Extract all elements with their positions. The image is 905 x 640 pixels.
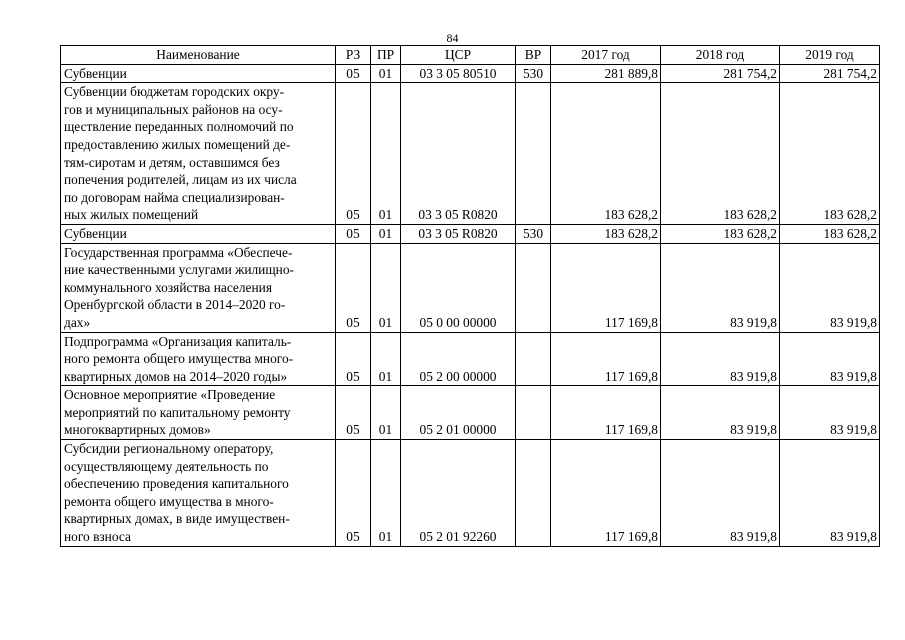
row-2017: 117 169,8 <box>551 332 661 386</box>
row-2018: 183 628,2 <box>661 83 780 225</box>
row-name-line: ного ремонта общего имущества много- <box>64 351 294 367</box>
row-vr: 530 <box>516 224 551 243</box>
row-2019: 83 919,8 <box>780 243 880 332</box>
row-2018: 83 919,8 <box>661 386 780 440</box>
row-csr: 05 2 01 00000 <box>401 386 516 440</box>
row-name-line: многоквартирных домов» <box>64 422 211 438</box>
table-row <box>61 332 880 386</box>
table-row <box>61 224 880 243</box>
row-rz: 05 <box>336 332 371 386</box>
row-csr: 03 3 05 R0820 <box>401 224 516 243</box>
row-2017: 183 628,2 <box>551 224 661 243</box>
row-name <box>61 64 336 83</box>
row-pr: 01 <box>371 386 401 440</box>
header-name: Наименование <box>61 46 336 65</box>
table-row <box>61 386 880 440</box>
row-name <box>61 243 336 332</box>
row-pr: 01 <box>371 243 401 332</box>
row-vr <box>516 83 551 225</box>
header-rz: РЗ <box>336 46 371 65</box>
row-vr <box>516 440 551 547</box>
row-name-line: Подпрограмма «Организация капиталь- <box>64 333 292 349</box>
row-name-line: по договорам найма специализирован- <box>64 189 285 205</box>
row-rz: 05 <box>336 224 371 243</box>
row-name-line: тям-сиротам и детям, оставшимся без <box>64 154 280 170</box>
row-2018: 83 919,8 <box>661 440 780 547</box>
row-csr: 03 3 05 80510 <box>401 64 516 83</box>
row-csr: 03 3 05 R0820 <box>401 83 516 225</box>
row-name-line: ние качественными услугами жилищно- <box>64 262 294 278</box>
row-name-line: предоставлению жилых помещений де- <box>64 136 291 152</box>
row-name-line: коммунального хозяйства населения <box>64 279 272 295</box>
row-2019: 83 919,8 <box>780 332 880 386</box>
table-row <box>61 83 880 225</box>
row-name-line: ремонта общего имущества в много- <box>64 493 274 509</box>
row-name <box>61 83 336 225</box>
row-name <box>61 386 336 440</box>
row-name <box>61 224 336 243</box>
row-name-line: ных жилых помещений <box>64 207 199 223</box>
row-rz: 05 <box>336 83 371 225</box>
row-2019: 183 628,2 <box>780 83 880 225</box>
row-name <box>61 332 336 386</box>
row-rz: 05 <box>336 243 371 332</box>
row-name-line: обеспечению проведения капитального <box>64 476 289 492</box>
table-row <box>61 243 880 332</box>
row-name-line: Субвенции бюджетам городских окру- <box>64 84 285 100</box>
row-name-line: Основное мероприятие «Проведение <box>64 387 276 403</box>
table-body <box>61 64 880 546</box>
header-2018: 2018 год <box>661 46 780 65</box>
page-number: 84 <box>446 31 459 45</box>
header-vr: ВР <box>516 46 551 65</box>
header-pr: ПР <box>371 46 401 65</box>
row-2018: 281 754,2 <box>661 64 780 83</box>
row-2019: 281 754,2 <box>780 64 880 83</box>
row-pr: 01 <box>371 440 401 547</box>
row-2018: 83 919,8 <box>661 243 780 332</box>
row-vr <box>516 332 551 386</box>
row-2017: 117 169,8 <box>551 440 661 547</box>
row-vr: 530 <box>516 64 551 83</box>
row-name-line: мероприятий по капитальному ремонту <box>64 404 291 420</box>
row-name-line: ществление переданных полномочий по <box>64 119 294 135</box>
row-name <box>61 440 336 547</box>
row-name-line: Оренбургской области в 2014–2020 го- <box>64 297 286 313</box>
row-vr <box>516 243 551 332</box>
row-name-line: ного взноса <box>64 529 131 545</box>
budget-table <box>60 45 880 547</box>
row-2017: 117 169,8 <box>551 243 661 332</box>
row-2019: 83 919,8 <box>780 440 880 547</box>
row-name-line: Субвенции <box>64 225 127 241</box>
row-2018: 83 919,8 <box>661 332 780 386</box>
row-vr <box>516 386 551 440</box>
row-name-line: Субвенции <box>64 65 127 81</box>
row-csr: 05 0 00 00000 <box>401 243 516 332</box>
table-header-row <box>61 46 880 65</box>
row-name-line: Государственная программа «Обеспече- <box>64 244 293 260</box>
row-csr: 05 2 01 92260 <box>401 440 516 547</box>
table-row <box>61 64 880 83</box>
row-name-line: квартирных домах, в виде имуществен- <box>64 511 290 527</box>
row-name-line: попечения родителей, лицам из их числа <box>64 172 297 188</box>
row-2019: 83 919,8 <box>780 386 880 440</box>
row-2019: 183 628,2 <box>780 224 880 243</box>
row-name-line: квартирных домов на 2014–2020 годы» <box>64 368 288 384</box>
row-pr: 01 <box>371 83 401 225</box>
row-2017: 183 628,2 <box>551 83 661 225</box>
row-pr: 01 <box>371 332 401 386</box>
row-2017: 117 169,8 <box>551 386 661 440</box>
row-2017: 281 889,8 <box>551 64 661 83</box>
row-pr: 01 <box>371 64 401 83</box>
row-name-line: гов и муниципальных районов на осу- <box>64 101 283 117</box>
row-pr: 01 <box>371 224 401 243</box>
row-rz: 05 <box>336 64 371 83</box>
row-name-line: осуществляющему деятельность по <box>64 458 269 474</box>
row-name-line: Субсидии региональному оператору, <box>64 441 274 457</box>
header-2017: 2017 год <box>551 46 661 65</box>
row-name-line: дах» <box>64 314 91 330</box>
header-2019: 2019 год <box>780 46 880 65</box>
header-csr: ЦСР <box>401 46 516 65</box>
row-rz: 05 <box>336 440 371 547</box>
row-2018: 183 628,2 <box>661 224 780 243</box>
table-row <box>61 440 880 547</box>
row-rz: 05 <box>336 386 371 440</box>
row-csr: 05 2 00 00000 <box>401 332 516 386</box>
